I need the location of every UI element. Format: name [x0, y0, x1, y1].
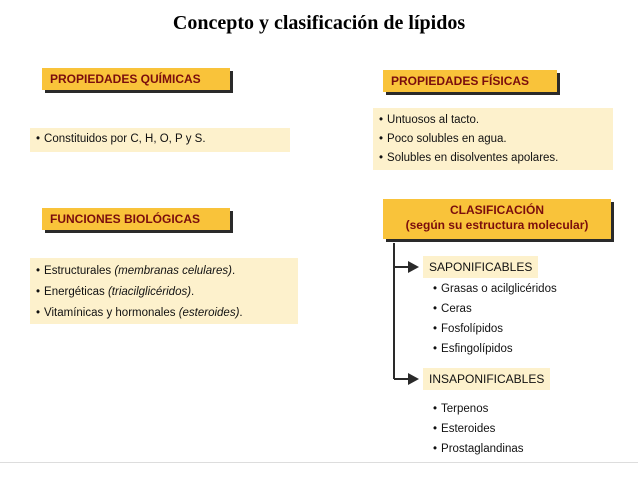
funciones-header: FUNCIONES BIOLÓGICAS [42, 208, 230, 230]
insaponificables-label: INSAPONIFICABLES [423, 368, 550, 390]
fisicas-item: • Poco solubles en agua. [379, 130, 607, 149]
fisicas-item: • Solubles en disolventes apolares. [379, 149, 607, 168]
funcion-example: (triacilglicéridos) [107, 286, 192, 298]
saponificables-list [433, 279, 557, 359]
insaponificables-list [433, 399, 524, 459]
clasificacion-title: CLASIFICACIÓN [450, 203, 544, 217]
page-title: Concepto y clasificación de lípidos [172, 12, 466, 34]
funcion-example: (membranas celulares) [114, 265, 232, 277]
arrow-saponificables-icon [408, 261, 419, 273]
fisicas-item: • Untuosos al tacto. [379, 111, 607, 130]
funcion-period: . [191, 286, 195, 298]
quimicas-header: PROPIEDADES QUÍMICAS [42, 68, 230, 90]
insaponificable-item: • Esteroides [433, 419, 524, 439]
funcion-period: . [239, 307, 243, 319]
insaponificable-item: • Prostaglandinas [433, 439, 524, 459]
saponificable-item: • Fosfolípidos [433, 319, 557, 339]
funcion-text: Vitamínicas y hormonales [44, 307, 179, 319]
quimicas-item: • Constituidos por C, H, O, P y S. [36, 133, 284, 145]
saponificables-label: SAPONIFICABLES [423, 256, 538, 278]
funcion-text: Energéticas [44, 286, 108, 298]
saponificable-item: • Ceras [433, 299, 557, 319]
funcion-text: Estructurales [44, 265, 115, 277]
clasificacion-subtitle: (según su estructura molecular) [405, 218, 589, 232]
saponificable-item: • Esfingolípidos [433, 339, 557, 359]
arrow-insaponificables-icon [408, 373, 419, 385]
saponificable-item: • Grasas o acilglicéridos [433, 279, 557, 299]
insaponificable-item: • Terpenos [433, 399, 524, 419]
funcion-example: (esteroides) [178, 307, 240, 319]
funcion-period: . [231, 265, 236, 277]
fisicas-header: PROPIEDADES FÍSICAS [383, 70, 557, 92]
bottom-divider [0, 462, 638, 463]
